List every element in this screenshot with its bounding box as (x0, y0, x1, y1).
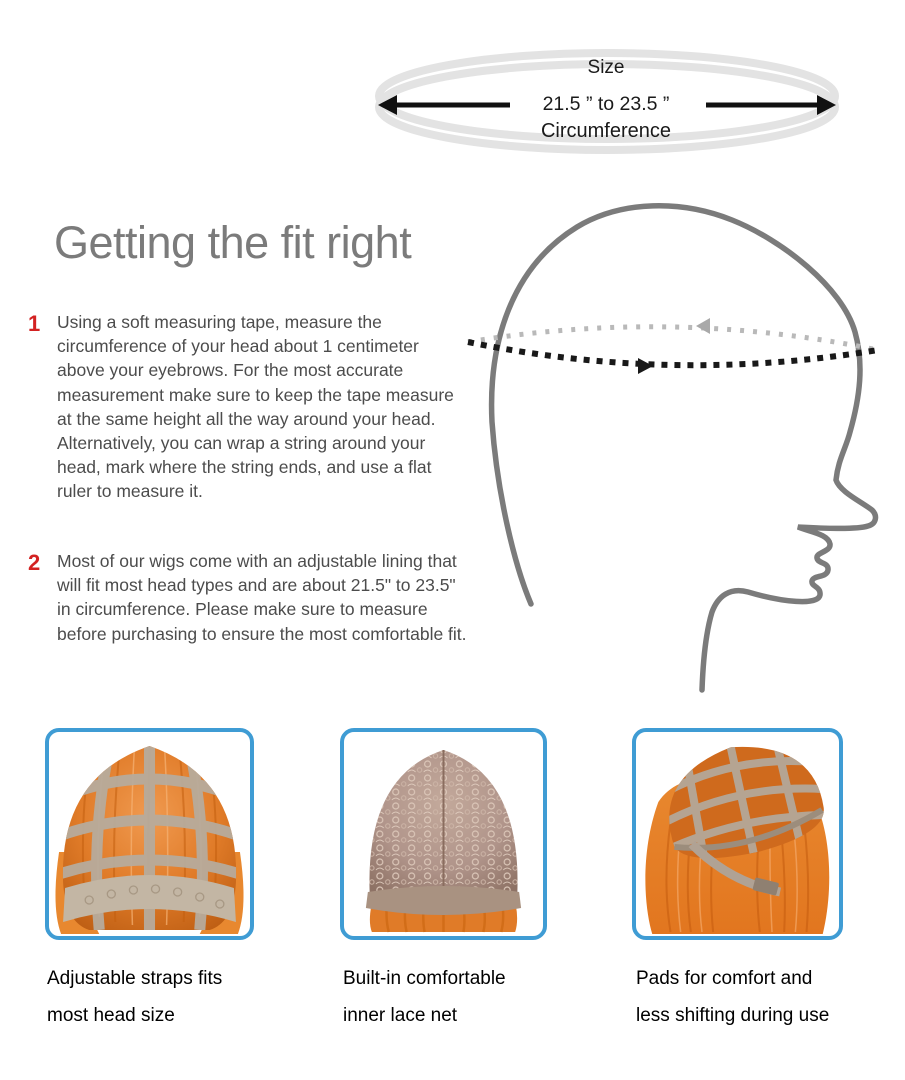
caption-line: Built-in comfortable (343, 968, 506, 989)
caption-line: inner lace net (343, 1005, 458, 1026)
wig-cap-side-pads-photo (636, 732, 839, 936)
step-1-text: Using a soft measuring tape, measure the circumference of your head about 1 centimeter above your eyebrows. For the most accurate measurement make sure to keep the tape measure at the same height all the way around your head. Alternatively, you can wrap a string around your head, mark where the string ends, and use a flat ruler to measure it. (57, 312, 454, 502)
tape-measure-dotted-band (468, 318, 878, 374)
step-2-number: 2 (28, 550, 41, 575)
size-label: Size (587, 57, 625, 78)
step-1-number: 1 (28, 311, 41, 336)
tape-band-front-arc (468, 342, 878, 365)
feature-caption-lace-net (343, 960, 506, 1034)
caption-line: less shifting during use (636, 1005, 830, 1026)
caption-line: most head size (47, 1005, 175, 1026)
tape-arrowhead-right (638, 358, 653, 374)
wig-cap-back-straps-photo (49, 732, 250, 936)
tape-arrowhead-left (696, 318, 710, 334)
caption-line: Adjustable straps fits (47, 968, 223, 989)
section-heading: Getting the fit right (54, 217, 412, 268)
step-2-text: Most of our wigs come with an adjustable lining that will fit most head types and are about 21.5" to 23.5" in circumference. Please make sure to measure before purchasing to ensure the most comfortable fit. (57, 551, 467, 644)
circumference-range-label: 21.5 ” to 23.5 ” (542, 93, 670, 115)
feature-card-pads (632, 728, 843, 940)
tape-band-back-arc (468, 327, 878, 350)
feature-caption-straps (47, 960, 222, 1034)
caption-line: Pads for comfort and (636, 968, 813, 989)
wig-cap-lace-net-photo (344, 732, 543, 936)
head-outline (492, 206, 876, 690)
circumference-label: Circumference (540, 120, 672, 142)
feature-caption-pads (636, 960, 829, 1034)
feature-card-straps (45, 728, 254, 940)
feature-card-lace-net (340, 728, 547, 940)
head-profile-figure (452, 192, 897, 702)
